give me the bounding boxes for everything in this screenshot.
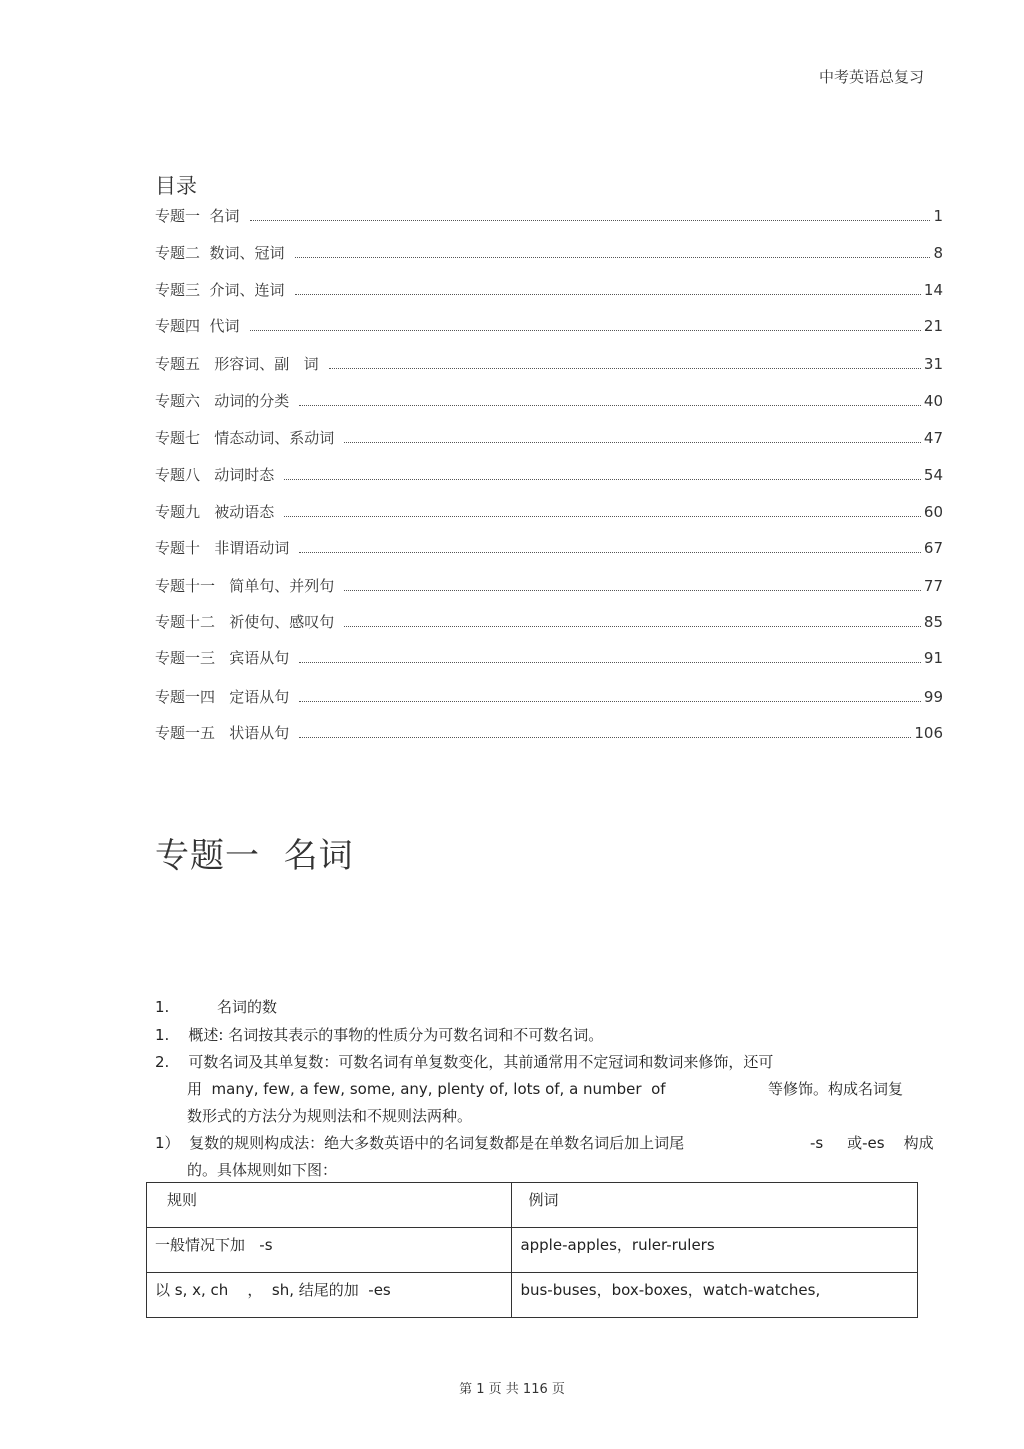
toc-entry-page: 8 [933, 244, 943, 262]
toc-entry-page: 14 [923, 281, 943, 299]
toc-entry-page: 99 [923, 688, 943, 706]
toc-entry-title: 专题一三 宾语从句 [155, 649, 290, 667]
table-row [147, 1228, 918, 1273]
toc-entry-title: 专题三 介词、连词 [155, 281, 285, 299]
toc-entry-page: 60 [923, 503, 943, 521]
toc-entry[interactable] [155, 722, 943, 744]
toc-dot-leader [344, 589, 921, 591]
paragraph-line: 1. 概述: 名词按其表示的事物的性质分为可数名词和不可数名词。 [155, 1026, 604, 1044]
table-header-row [147, 1183, 918, 1228]
paragraph-line: 2. 可数名词及其单复数：可数名词有单复数变化，其前通常用不定冠词和数词来修饰，还可 [155, 1053, 774, 1071]
toc-entry[interactable] [155, 611, 943, 633]
table-cell-example: apple-apples，ruler-rulers [520, 1236, 715, 1254]
table-header-cell [147, 1183, 512, 1228]
toc-entry-page: 31 [923, 355, 943, 373]
toc-entry[interactable] [155, 242, 943, 264]
toc-entry-title: 专题十二 祈使句、感叹句 [155, 613, 335, 631]
toc-dot-leader [299, 736, 911, 738]
numbered-heading: 1. 名词的数 [155, 998, 277, 1016]
toc-entry[interactable] [155, 315, 943, 337]
table-row [147, 1273, 918, 1318]
toc-dot-leader [299, 404, 921, 406]
toc-entry-title: 专题十一 简单句、并列句 [155, 577, 335, 595]
table-cell-rule: 以 s, x, ch ， sh, 结尾的加 -es [155, 1281, 391, 1299]
toc-entry-title: 专题六 动词的分类 [155, 392, 290, 410]
toc-dot-leader [299, 661, 921, 663]
table-cell-example: bus-buses，box-boxes，watch-watches, [520, 1281, 821, 1299]
toc-entry-title: 专题七 情态动词、系动词 [155, 429, 335, 447]
paragraph-line: 用 many, few, a few, some, any, plenty of, lots of, a number of [187, 1080, 666, 1098]
toc-dot-leader [250, 219, 931, 221]
toc-entry[interactable] [155, 279, 943, 301]
toc-entry[interactable] [155, 427, 943, 449]
toc-entry-title: 专题二 数词、冠词 [155, 244, 285, 262]
table-cell [147, 1228, 512, 1273]
toc-entry[interactable] [155, 205, 943, 227]
toc-entry-title: 专题一五 状语从句 [155, 724, 290, 742]
toc-entry-page: 77 [923, 577, 943, 595]
toc-entry-page: 1 [933, 207, 943, 225]
toc-entry-page: 54 [923, 466, 943, 484]
toc-entry-title: 专题五 形容词、副 词 [155, 355, 319, 373]
table-header-rule: 规则 [167, 1191, 198, 1209]
running-header-title: 中考英语总复习 [818, 68, 924, 86]
toc-entry[interactable] [155, 464, 943, 486]
toc-entry[interactable] [155, 686, 943, 708]
toc-dot-leader [299, 700, 921, 702]
toc-entry[interactable] [155, 501, 943, 523]
toc-dot-leader [299, 551, 921, 553]
toc-entry[interactable] [155, 575, 943, 597]
toc-entry-page: 85 [923, 613, 943, 631]
paragraph-line: 的。具体规则如下图： [187, 1161, 338, 1179]
paragraph-line: 1） 复数的规则构成法：绝大多数英语中的名词复数都是在单数名词后加上词尾 [155, 1134, 685, 1152]
toc-entry-title: 专题十 非谓语动词 [155, 539, 290, 557]
paragraph-line: -s 或-es 构成 [810, 1134, 934, 1152]
table-cell-rule: 一般情况下加 -s [155, 1236, 273, 1254]
toc-dot-leader [284, 478, 921, 480]
toc-dot-leader [329, 367, 921, 369]
toc-dot-leader [344, 625, 921, 627]
plural-rules-table [146, 1182, 918, 1318]
toc-entry-page: 106 [914, 724, 943, 742]
toc-entry-page: 91 [923, 649, 943, 667]
toc-entry[interactable] [155, 353, 943, 375]
toc-entry-title: 专题一 名词 [155, 207, 240, 225]
toc-dot-leader [344, 441, 921, 443]
table-header-example: 例词 [528, 1191, 559, 1209]
toc-entry[interactable] [155, 390, 943, 412]
toc-dot-leader [295, 293, 921, 295]
section-title: 专题一 名词 [155, 836, 354, 876]
paragraph-line: 等修饰。构成名词复 [768, 1080, 904, 1098]
toc-entry-title: 专题八 动词时态 [155, 466, 275, 484]
toc-entry-page: 67 [923, 539, 943, 557]
table-cell [147, 1273, 512, 1318]
toc-entry-page: 40 [923, 392, 943, 410]
paragraph-line: 数形式的方法分为规则法和不规则法两种。 [187, 1107, 473, 1125]
toc-entry-page: 47 [923, 429, 943, 447]
table-header-cell [512, 1183, 918, 1228]
page-footer: 第 1 页 共 116 页 [459, 1382, 565, 1397]
toc-entry[interactable] [155, 647, 943, 669]
toc-heading: 目录 [155, 174, 197, 198]
toc-dot-leader [295, 256, 931, 258]
toc-entry[interactable] [155, 537, 943, 559]
table-cell [512, 1273, 918, 1318]
toc-entry-title: 专题一四 定语从句 [155, 688, 290, 706]
toc-entry-page: 21 [923, 317, 943, 335]
toc-dot-leader [250, 329, 921, 331]
toc-entry-title: 专题四 代词 [155, 317, 240, 335]
table-cell [512, 1228, 918, 1273]
toc-dot-leader [284, 515, 921, 517]
toc-entry-title: 专题九 被动语态 [155, 503, 275, 521]
